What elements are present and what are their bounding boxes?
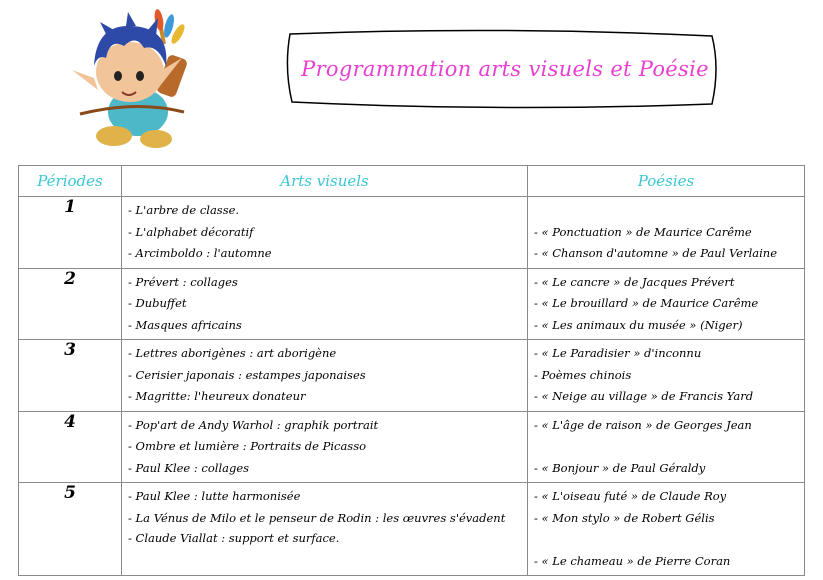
arts-cell	[122, 268, 528, 340]
elf-archer-icon	[66, 4, 196, 154]
poem-item: - « L'âge de raison » de Georges Jean	[534, 417, 752, 432]
arts-item: - Lettres aborigènes : art aborigène	[128, 346, 337, 360]
table-row	[19, 268, 805, 340]
programme-table	[18, 165, 805, 576]
poetry-cell	[528, 268, 805, 340]
arts-item: - Ombre et lumière : Portraits de Picasso	[128, 439, 367, 453]
poem-item: - « Le Paradisier » d'inconnu	[534, 346, 702, 360]
arts-cell	[122, 411, 528, 483]
poem-item: - « Ponctuation » de Maurice Carême	[534, 224, 752, 239]
arts-item: - Cerisier japonais : estampes japonaises	[128, 367, 366, 382]
poetry-cell	[528, 197, 805, 269]
poem-item: - « Les animaux du musée » (Niger)	[534, 317, 743, 332]
poem-item: - Poèmes chinois	[534, 367, 632, 382]
poem-item	[534, 436, 798, 458]
arts-item: - Pop'art de Andy Warhol : graphik portrait	[128, 417, 379, 432]
header-periods: Périodes	[19, 166, 122, 197]
poetry-cell	[528, 483, 805, 576]
poem-item: - « Neige au village » de Francis Yard	[534, 389, 754, 403]
arts-item: - Claude Viallat : support et surface.	[128, 530, 340, 545]
arts-item: - Paul Klee : lutte harmonisée	[128, 489, 301, 503]
poem-item: - « Le brouillard » de Maurice Carême	[534, 296, 759, 310]
table-row	[19, 411, 805, 483]
arts-item: - L'arbre de classe.	[128, 203, 240, 217]
poem-item: - « L'oiseau futé » de Claude Roy	[534, 489, 727, 503]
page-title: Programmation arts visuels et Poésie	[301, 57, 709, 81]
period-number: 4	[19, 411, 122, 483]
arts-item: - Dubuffet	[128, 296, 187, 310]
poem-item: - « Mon stylo » de Robert Gélis	[534, 510, 715, 525]
poetry-cell	[528, 411, 805, 483]
arts-cell	[122, 197, 528, 269]
table-row	[19, 483, 805, 576]
period-number: 3	[19, 340, 122, 412]
title-banner	[286, 28, 718, 110]
arts-item: - La Vénus de Milo et le penseur de Rodin : les œuvres s'évadent	[128, 510, 506, 525]
table-row	[19, 197, 805, 269]
period-number: 5	[19, 483, 122, 576]
period-number: 2	[19, 268, 122, 340]
table-row	[19, 340, 805, 412]
arts-item: - Arcimboldo : l'automne	[128, 246, 272, 260]
header-poetry: Poésies	[528, 166, 805, 197]
poem-item: - « Chanson d'automne » de Paul Verlaine	[534, 246, 777, 260]
header-arts: Arts visuels	[122, 166, 528, 197]
arts-item: - Prévert : collages	[128, 274, 238, 289]
poem-item: - « Le chameau » de Pierre Coran	[534, 553, 731, 568]
poem-item	[534, 529, 798, 551]
poem-item: - « Le cancre » de Jacques Prévert	[534, 274, 735, 289]
poem-item	[534, 200, 798, 222]
arts-cell	[122, 483, 528, 576]
poetry-cell	[528, 340, 805, 412]
arts-item: - L'alphabet décoratif	[128, 224, 254, 239]
table-header-row	[19, 166, 805, 197]
arts-item: - Paul Klee : collages	[128, 460, 250, 475]
period-number: 1	[19, 197, 122, 269]
arts-item: - Masques africains	[128, 317, 242, 332]
arts-item: - Magritte: l'heureux donateur	[128, 389, 306, 403]
poem-item: - « Bonjour » de Paul Géraldy	[534, 460, 706, 475]
arts-cell	[122, 340, 528, 412]
